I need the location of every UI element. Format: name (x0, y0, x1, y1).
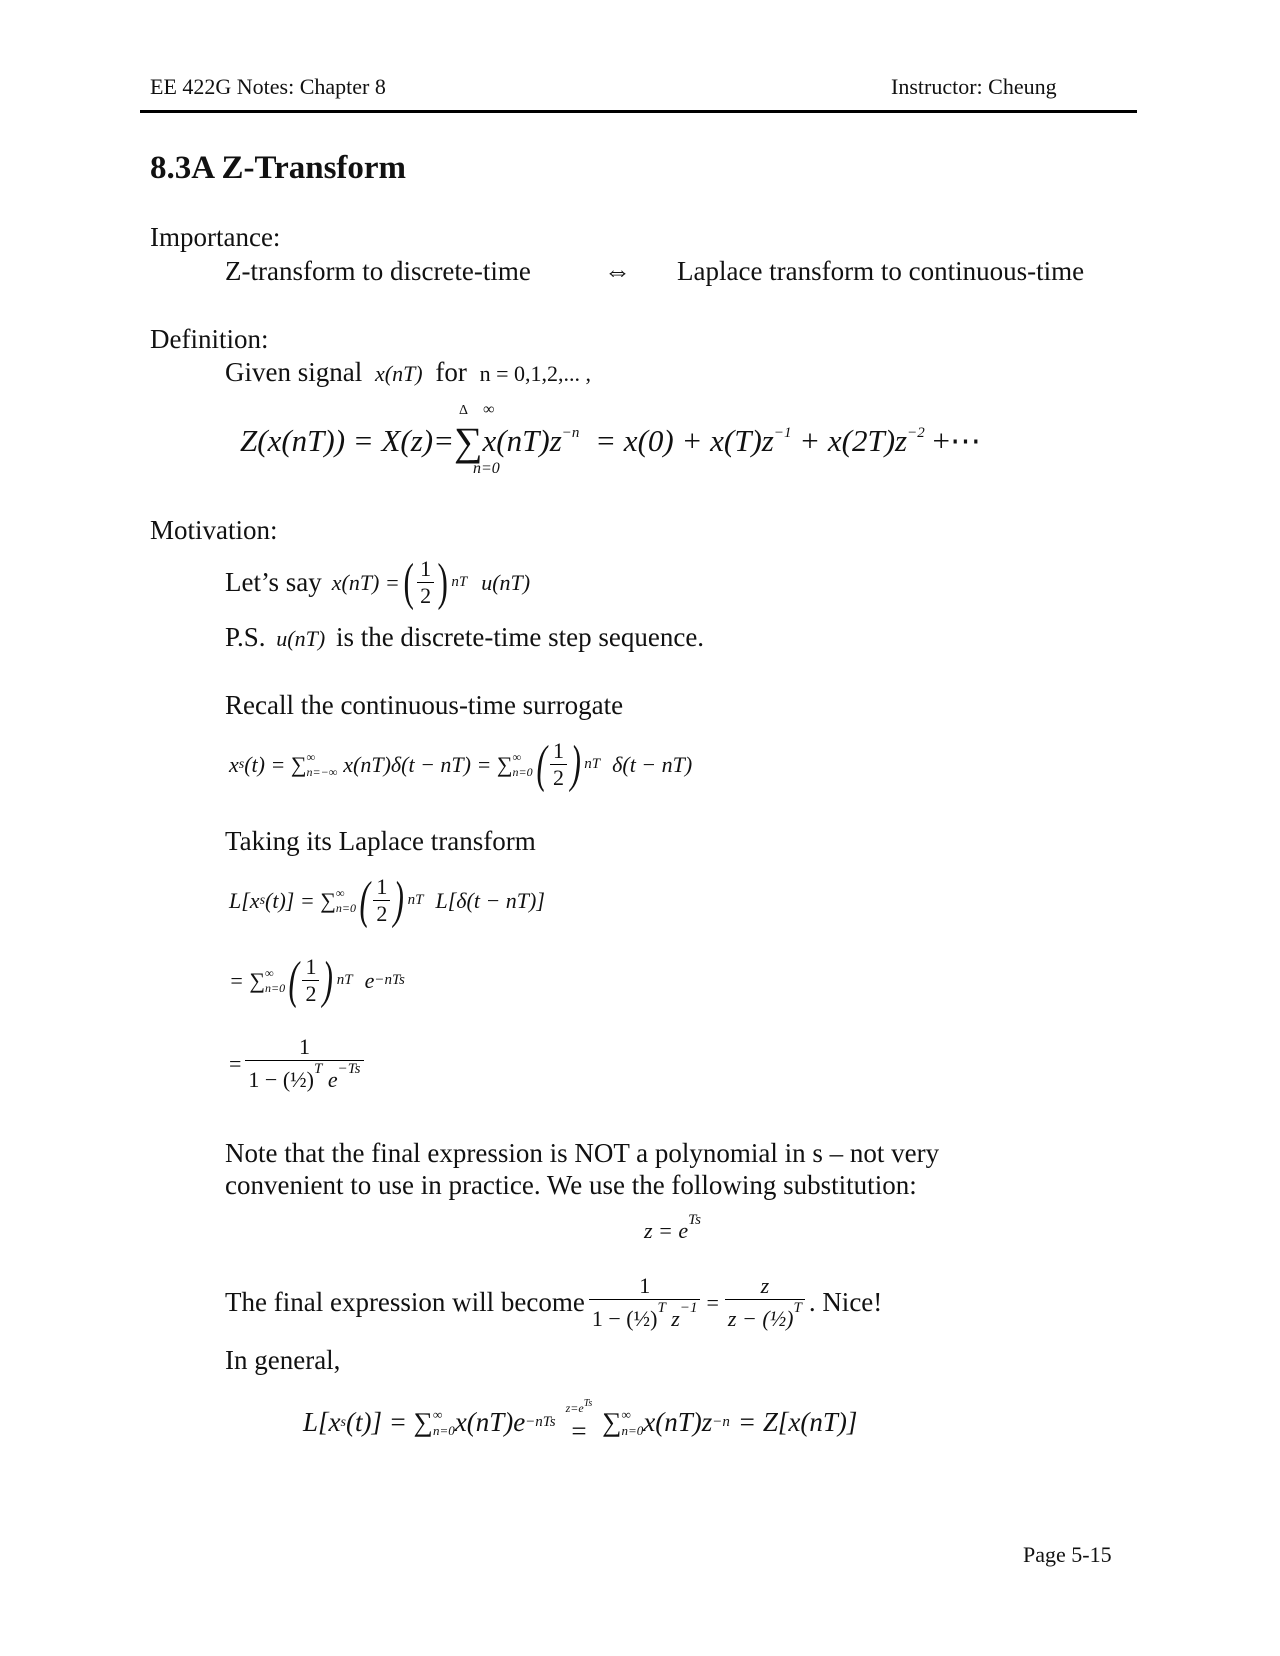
def-rhs-3: +⋯ (924, 423, 981, 458)
given-range: n = 0,1,2,... , (479, 361, 592, 386)
surrogate-x: x (229, 751, 239, 777)
ps-expr: u(nT) (276, 626, 326, 651)
final-fraction-2: $\frac{z}{z - (\frac{1}{2})^T}$ (725, 1273, 805, 1332)
delta-symbol: Δ (459, 403, 469, 418)
laplace-line-3: = $\frac{1}{1 - (\frac{1}{2})^T e^{-Ts}}$ (229, 1034, 364, 1093)
recall-text: Recall the continuous-time surrogate (225, 690, 624, 720)
def-formula (240, 418, 981, 465)
ps-prefix: P.S. (225, 622, 266, 652)
header-left: EE 422G Notes: Chapter 8 (150, 74, 386, 99)
def-sum-top: ∞ (483, 401, 495, 418)
def-rhs-2: + x(2T)z (791, 423, 908, 458)
given-line (225, 357, 591, 388)
in-general-label: In general, (225, 1345, 341, 1375)
note-line-1: Note that the final expression is NOT a polynomial in s – not very (225, 1138, 940, 1168)
ps-text: is the discrete-time step sequence. (335, 622, 705, 652)
laplace-line-2: = ∑ ∞ n=0 ( $\frac{1}{2}$ ) nT e −nTs (229, 951, 405, 1009)
given-signal: x(nT) (374, 361, 423, 386)
def-rhs-1: = x(0) + x(T)z (595, 423, 774, 458)
equivalence-arrow: ⇔ (604, 256, 631, 286)
final-fraction-1: $\frac{1}{1 - (\frac{1}{2})^T z^{-1}}$ (589, 1273, 701, 1332)
surrogate-sub: s (238, 756, 245, 772)
final-line: The final expression will become $\frac{1}{1 - (\frac{1}{2})^T z^{-1}}$ = $\frac{z}{z - (\frac{1}{2})^T}$ . Nice! (225, 1273, 883, 1331)
half-num: 1 (420, 556, 432, 581)
half-den: 2 (417, 582, 434, 609)
surrogate-tail: δ(t − nT) (612, 751, 693, 777)
importance-right: Laplace transform to continuous-time (677, 256, 1085, 286)
given-prefix: Given signal (225, 357, 363, 387)
half-fraction (417, 556, 434, 609)
surrogate-eq1: (t) = ∑ (244, 751, 307, 777)
lets-say-line (225, 553, 531, 611)
lets-say-text: Let’s say (225, 567, 322, 597)
def-sum-term: x(nT)z (482, 423, 562, 458)
laplace-fraction: $\frac{1}{1 - (\frac{1}{2})^T e^{-Ts}}$ (245, 1034, 363, 1093)
def-lhs: Z(x(nT)) = X(z)= (240, 423, 455, 458)
lets-expr-lhs: x(nT) = (331, 569, 400, 595)
def-sum-bottom: n=0 (473, 460, 500, 477)
final-text: The final expression will become (225, 1287, 585, 1317)
definition-label: Definition: (150, 324, 269, 354)
def-sigma: ∑ (454, 419, 483, 464)
surrogate-limits-2: ∞ n=0 (512, 749, 533, 779)
header-right: Instructor: Cheung (891, 74, 1057, 99)
surrogate-formula: x s (t) = ∑ ∞ n=−∞ x(nT)δ(t − nT) = ∑ ∞ n=0 ( $\frac{1}{2}$ ) nT δ(t − nT) (229, 735, 693, 793)
section-title: 8.3A Z-Transform (150, 150, 407, 186)
nT-exp: nT (451, 574, 468, 590)
surrogate-mid: x(nT)δ(t − nT) = ∑ (343, 751, 513, 777)
def-sum-term-exp: −n (561, 425, 580, 441)
def-rhs-2-exp: −2 (907, 425, 925, 441)
taking-text: Taking its Laplace transform (225, 826, 536, 856)
importance-left: Z-transform to discrete-time (225, 256, 531, 286)
right-paren: ) (437, 553, 448, 611)
surrogate-limits-1: ∞ n=−∞ (306, 749, 338, 779)
subst-equals: $z=e^{Ts}$ = (565, 1398, 593, 1446)
laplace-line-1: L[x s (t)] = ∑ ∞ n=0 ( $\frac{1}{2}$ ) nT L[δ(t − nT)] (229, 871, 545, 929)
importance-label: Importance: (150, 222, 281, 252)
general-formula: L[x s (t)] = ∑ ∞ n=0 x(nT)e −nTs $z=e^{Ts}$ = ∑ ∞ n=0 x(nT)z −n = Z[x(nT)] (303, 1398, 858, 1446)
page-number: Page 5-15 (1023, 1542, 1112, 1567)
given-for: for (435, 357, 467, 387)
nice-text: . Nice! (808, 1287, 883, 1317)
ps-line (225, 622, 704, 653)
lets-expr-rhs: u(nT) (481, 569, 531, 595)
left-paren: ( (403, 553, 414, 611)
surrogate-half: $\frac{1}{2}$ (550, 738, 567, 791)
substitution: $z = e^{Ts}$ (644, 1212, 701, 1243)
motivation-label: Motivation: (150, 515, 278, 545)
note-line-2: convenient to use in practice. We use the following substitution: (225, 1170, 917, 1200)
header-rule (140, 110, 1137, 113)
def-rhs-1-exp: −1 (773, 425, 792, 441)
